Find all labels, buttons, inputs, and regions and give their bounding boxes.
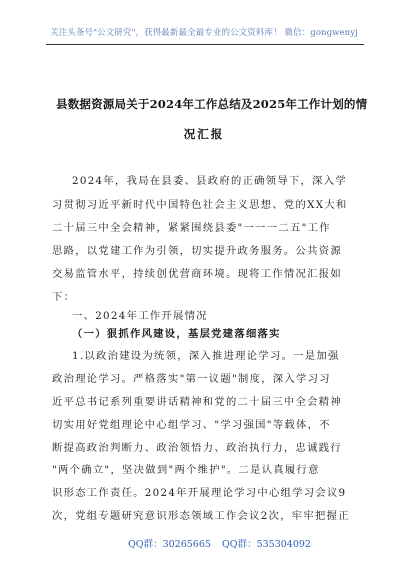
body-line: 断提高政治判断力、政治领悟力、政治执行力，忠诚践行 [52, 442, 342, 454]
body-line: 切实用好党组理论中心组学习、"学习强国"等载体，不 [52, 419, 331, 431]
body-line: 识形态工作责任。2024年开展理论学习中心组学习会议9 [52, 487, 347, 499]
qq-group-2: QQ群：535304092 [222, 539, 311, 550]
subsection-heading: （一）狠抓作风建设，基层党建落细落实 [72, 328, 281, 340]
body-line: 二十届三中全会精神，紧紧围绕县委"一一一二五"工作 [52, 222, 331, 234]
qq-group-1: QQ群：30265665 [128, 539, 211, 550]
body-line: 2024年，我局在县委、县政府的正确领导下，深入学 [72, 175, 347, 187]
document-title: 县数据资源局关于2024年工作总结及2025年工作计划的情 [56, 97, 368, 111]
document-title-continued: 况汇报 [183, 127, 225, 141]
body-line: 习贯彻习近平新时代中国特色社会主义思想、党的XX大和 [52, 199, 348, 211]
body-line: 近平总书记系列重要讲话精神和党的二十届三中全会精神 [52, 396, 342, 408]
body-line: 思路，以党建工作为引领，切实提升政务服务。公共资源 [52, 245, 342, 257]
body-line: 下： [52, 291, 76, 303]
footer [0, 536, 408, 550]
body-line: 政治理论学习。严格落实"第一议题"制度，深入学习习 [52, 373, 331, 385]
header-divider [46, 44, 364, 45]
header-banner: 关注头条号"公文研究"，获得最新最全最专业的公文资料库！ 微信：gongwenyj [50, 28, 358, 38]
body-line: "两个确立"，坚决做到"两个维护"。二是认真履行意 [52, 464, 320, 476]
body-line: 交易监管水平，持续创优营商环境。现将工作情况汇报如 [52, 268, 342, 280]
section-heading: 一、2024年工作开展情况 [72, 310, 208, 322]
body-line: 次，党组专题研究意识形态领域工作会议2次，牢牢把握正 [52, 510, 350, 522]
body-line: 1.以政治建设为统领，深入推进理论学习。一是加强 [72, 350, 340, 362]
